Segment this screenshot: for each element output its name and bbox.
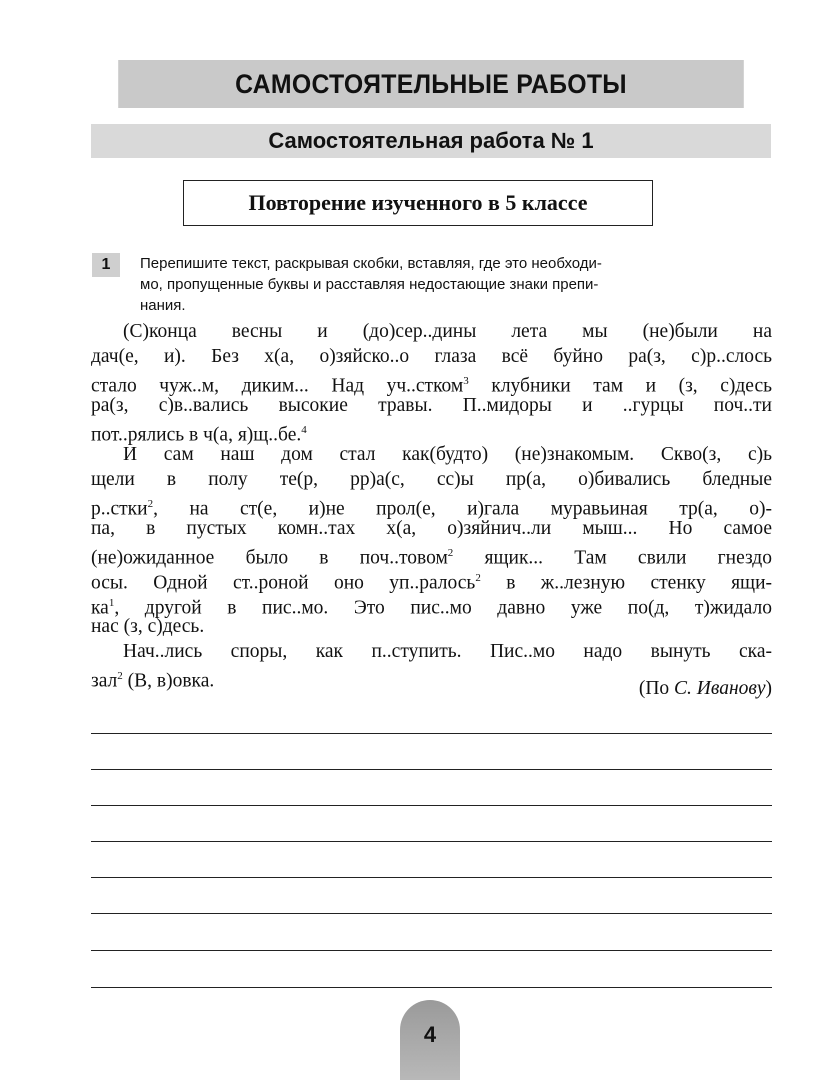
instruction-line: мо, пропущенные буквы и расставляя недостающие знаки препи-	[140, 276, 599, 293]
passage-line: Нач..лись споры, как п..ступить. Пис..мо надо вынуть ска-	[123, 640, 772, 662]
passage-line: нас (з, с)десь.	[91, 616, 205, 638]
writing-line[interactable]	[91, 805, 772, 806]
passage-line: па, в пустых комн..тах х(а, о)зяйнич..ли мыш... Но самое	[91, 517, 772, 539]
writing-line[interactable]	[91, 733, 772, 734]
writing-line[interactable]	[91, 950, 772, 951]
writing-line[interactable]	[91, 769, 772, 770]
task-instruction	[140, 253, 772, 316]
page-number: 4	[423, 1022, 437, 1047]
passage-line: $ка^1$, другой в пис..мо. Это пис..мо давно уже по(д, т)жидало	[91, 596, 772, 619]
passage-line: (С)конца весны и (до)сер..дины лета мы (не)были на	[123, 321, 772, 342]
passage-line: ра(з, с)в..вались высокие травы. П..мидоры и ..гурцы поч..ти	[91, 394, 772, 416]
passage-line: дач(е, и). Без х(а, о)зяйско..о глаза всё буйно ра(з, с)р..слось	[91, 345, 772, 367]
writing-line[interactable]	[91, 877, 772, 878]
passage-line: осы. Одной ст..роной оно уп..ралось$^2$ в ж..лезную стенку ящи-	[91, 571, 773, 594]
passage-line: щели в полу те(р, рр)а(с, сс)ы пр(а, о)бивались бледные	[91, 468, 772, 490]
writing-line[interactable]	[91, 913, 772, 914]
passage-line: И сам наш дом стал как(будто) (не)знакомым. Скво(з, с)ь	[123, 443, 772, 465]
footnote-mark: 1	[108, 596, 115, 609]
footnote-mark: 2	[447, 547, 454, 560]
source-attribution: (По С. Иванову)	[638, 678, 772, 699]
passage-line: стало чуж..м, диким... Над уч..стком$^3$ клубники там и (з, с)десь	[91, 375, 772, 397]
topic-title: Повторение изученного в 5 классе	[248, 190, 588, 215]
page-number-badge	[400, 1000, 460, 1080]
instruction-line: Перепишите текст, раскрывая скобки, вставляя, где это необходи-	[140, 255, 602, 272]
footnote-mark: 3	[463, 375, 469, 388]
work-title: Самостоятельная работа № 1	[91, 124, 771, 158]
passage-line: пот..рялись в ч(а, я)щ..бе.$^4$	[91, 424, 307, 446]
footnote-mark: 2	[475, 571, 481, 584]
source-author: С. Иванову	[674, 678, 766, 699]
footnote-mark: 2	[117, 670, 123, 683]
footnote-mark: 2	[147, 498, 154, 511]
passage-line: (не)ожиданное было в поч..товом$^2$ ящик... Там свили гнездо	[91, 547, 772, 569]
writing-line[interactable]	[91, 987, 772, 988]
writing-line[interactable]	[91, 841, 772, 842]
passage-line: р..стки$^2$, на ст(е, и)не прол(е, и)гала муравьиная тр(а, о)-	[91, 498, 772, 520]
exercise-passage	[91, 320, 773, 692]
footnote-mark: 4	[301, 424, 307, 437]
section-title: САМОСТОЯТЕЛЬНЫЕ РАБОТЫ	[118, 60, 744, 108]
instruction-line: нания.	[140, 297, 186, 314]
passage-line: зал$^2$ (В, в)овка.	[91, 670, 215, 692]
task-number-badge: 1	[92, 253, 120, 277]
topic-box	[183, 180, 653, 226]
